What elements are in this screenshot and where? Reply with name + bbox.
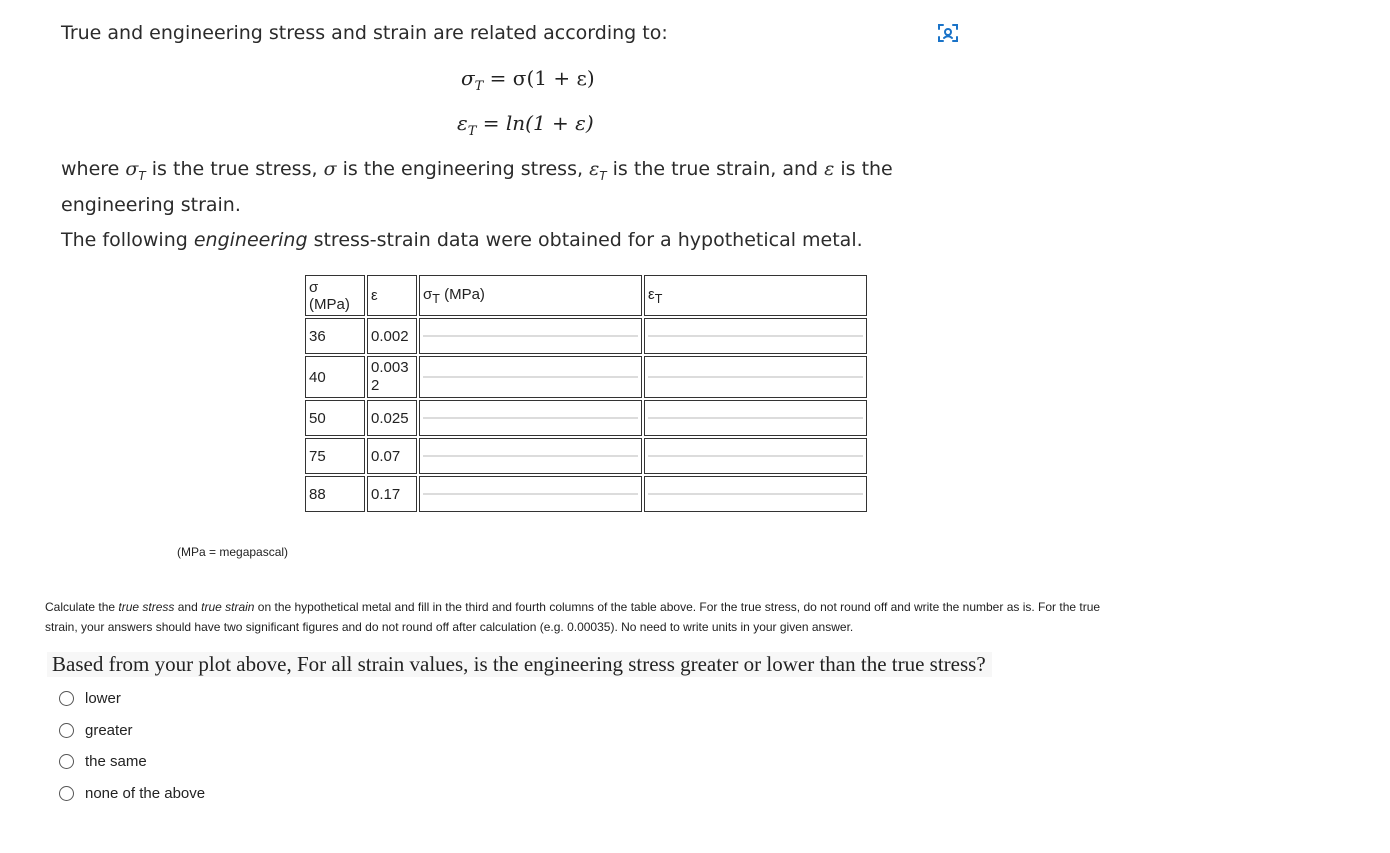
units-note: (MPa = megapascal): [177, 545, 289, 559]
true-stress-input[interactable]: [423, 376, 638, 378]
option-label: lower: [85, 690, 121, 707]
true-strain-answer-cell[interactable]: [644, 476, 867, 512]
header-true-eps: $\varepsilon_T$: [644, 275, 867, 316]
true-stress-input[interactable]: [423, 335, 638, 337]
eps-cell: 0.07: [367, 438, 417, 474]
true-stress-input[interactable]: [423, 455, 638, 457]
eps-cell: 0.025: [367, 400, 417, 436]
true-strain-input[interactable]: [648, 417, 863, 419]
header-sigma: σ (MPa): [305, 275, 365, 316]
scan-icon[interactable]: [937, 22, 959, 44]
true-stress-input[interactable]: [423, 493, 638, 495]
option-none-of-the-above[interactable]: [59, 785, 205, 802]
table-row: [305, 476, 867, 512]
true-stress-answer-cell[interactable]: [419, 318, 642, 354]
header-true-sigma: $\sigma_T$ (MPa): [419, 275, 642, 316]
intro-text: True and engineering stress and strain are related according to:: [61, 22, 668, 44]
true-strain-answer-cell[interactable]: [644, 400, 867, 436]
true-strain-answer-cell[interactable]: [644, 356, 867, 398]
true-stress-input[interactable]: [423, 417, 638, 419]
sigma-cell: 40: [305, 356, 365, 398]
sigma-cell: 88: [305, 476, 365, 512]
radio-button[interactable]: [59, 786, 74, 801]
table-row: [305, 438, 867, 474]
question-text: Based from your plot above, For all strain values, is the engineering stress greater or lower than the true stress?: [47, 652, 992, 677]
table-row: [305, 356, 867, 398]
true-strain-input[interactable]: [648, 455, 863, 457]
true-strain-answer-cell[interactable]: [644, 438, 867, 474]
option-lower[interactable]: [59, 690, 121, 707]
true-stress-answer-cell[interactable]: [419, 476, 642, 512]
option-label: none of the above: [85, 785, 206, 802]
radio-button[interactable]: [59, 754, 74, 769]
option-greater[interactable]: [59, 722, 133, 739]
stress-strain-table: [303, 273, 869, 514]
true-strain-answer-cell[interactable]: [644, 318, 867, 354]
true-stress-answer-cell[interactable]: [419, 356, 642, 398]
header-eps: ε: [367, 275, 417, 316]
eps-cell: 0.002: [367, 318, 417, 354]
table-row: [305, 400, 867, 436]
true-stress-equation: $\sigma_T = \sigma(1 + \varepsilon)$: [461, 66, 595, 94]
true-stress-answer-cell[interactable]: [419, 400, 642, 436]
sigma-cell: 36: [305, 318, 365, 354]
radio-button[interactable]: [59, 723, 74, 738]
table-row: [305, 318, 867, 354]
table-header-row: [305, 275, 867, 316]
true-strain-equation: $\varepsilon_T = \ln(1 + \varepsilon)$: [457, 111, 594, 139]
true-stress-answer-cell[interactable]: [419, 438, 642, 474]
eps-cell: 0.17: [367, 476, 417, 512]
radio-button[interactable]: [59, 691, 74, 706]
option-label: the same: [85, 753, 147, 770]
instructions-text: Calculate the true stress and true strain on the hypothetical metal and fill in the third and fourth columns of the table above. For the true stress, do not round off and write the number as is. For the true strain, your answers should have two significant figures and do not round off after calculation (e.g. 0.00035). No need to write units in your given answer.: [45, 600, 1101, 634]
option-label: greater: [85, 722, 133, 739]
true-strain-input[interactable]: [648, 335, 863, 337]
eps-cell: 0.0032: [367, 356, 417, 398]
true-strain-input[interactable]: [648, 376, 863, 378]
true-strain-input[interactable]: [648, 493, 863, 495]
definitions-paragraph: where $\sigma_T$ is the true stress, σ is the engineering stress, $\varepsilon_T$ is the true strain, and ε is the engineering strain.: [61, 158, 893, 216]
sigma-cell: 75: [305, 438, 365, 474]
option-the-same[interactable]: [59, 753, 147, 770]
data-intro-text: The following engineering stress-strain data were obtained for a hypothetical metal.: [61, 229, 863, 251]
sigma-cell: 50: [305, 400, 365, 436]
